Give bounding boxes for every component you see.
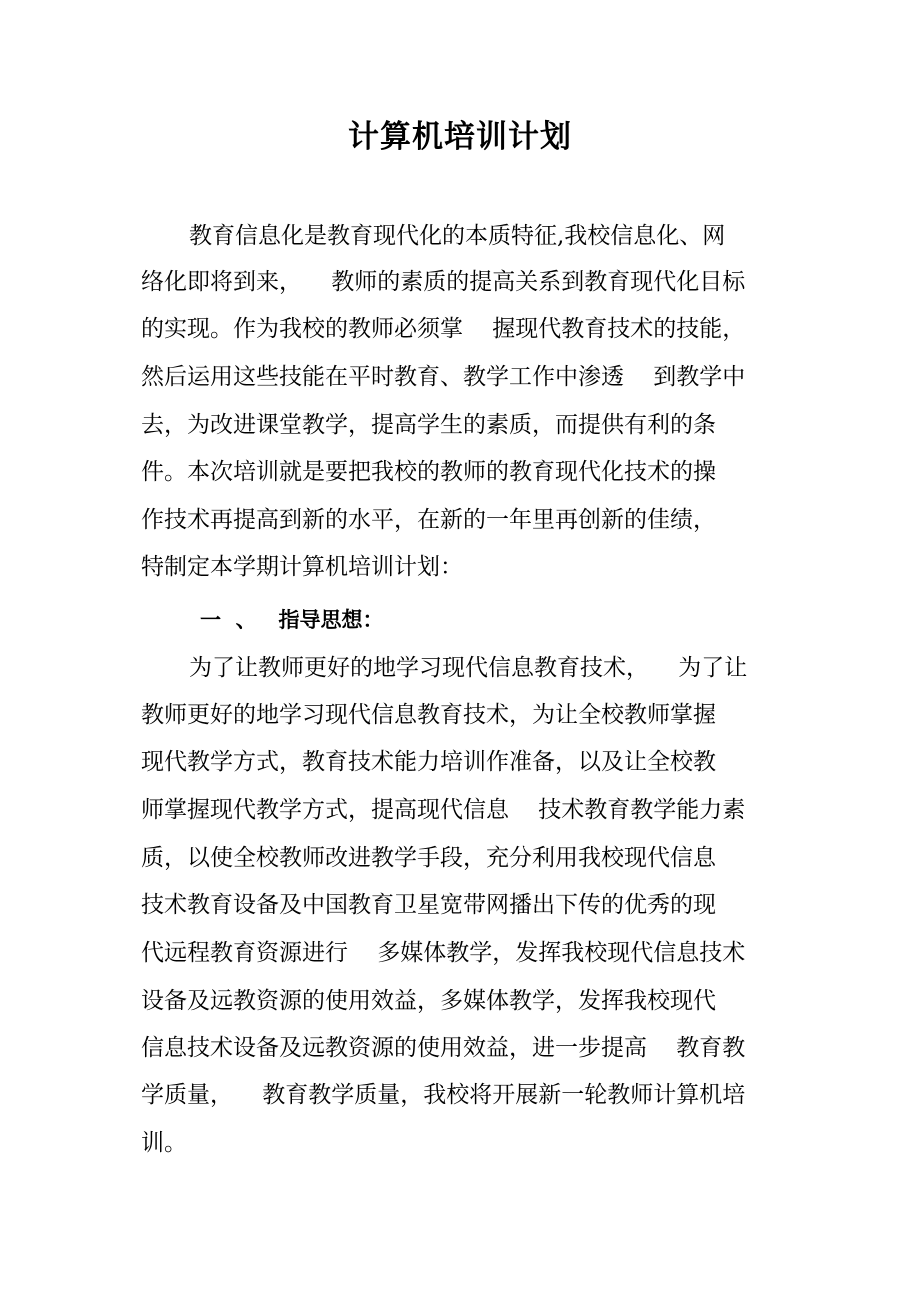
paragraph-1-line: 的实现。作为我校的教师必须掌 握现代教育技术的技能， <box>141 316 746 342</box>
paragraph-2-line: 技术教育设备及中国教育卫星宽带网播出下传的优秀的现 <box>141 892 716 918</box>
paragraph-2-line: 信息技术设备及远教资源的使用效益，进一步提高 教育教 <box>141 1035 746 1061</box>
paragraph-1-line: 教育信息化是教育现代化的本质特征,我校信息化、网 <box>189 223 726 249</box>
paragraph-2-line: 代远程教育资源进行 多媒体教学，发挥我校现代信息技术 <box>141 940 746 966</box>
paragraph-1-line: 件。本次培训就是要把我校的教师的教育现代化技术的操 <box>141 459 716 485</box>
paragraph-2-line: 师掌握现代教学方式，提高现代信息 技术教育教学能力素 <box>141 797 746 823</box>
paragraph-2-line: 训。 <box>141 1130 187 1156</box>
paragraph-2-line: 教师更好的地学习现代信息教育技术，为让全校教师掌握 <box>141 702 716 728</box>
section-heading-guiding-ideology: 一 、 指导思想： <box>200 607 384 632</box>
paragraph-2-line: 设备及远教资源的使用效益，多媒体教学，发挥我校现代 <box>141 988 716 1014</box>
paragraph-1-line: 作技术再提高到新的水平，在新的一年里再创新的佳绩， <box>141 507 716 533</box>
document-title: 计算机培训计划 <box>348 119 572 155</box>
paragraph-1-line: 络化即将到来， 教师的素质的提高关系到教育现代化目标 <box>141 269 746 295</box>
paragraph-2-line: 为了让教师更好的地学习现代信息教育技术， 为了让 <box>189 655 748 681</box>
paragraph-2-line: 质，以使全校教师改进教学手段，充分利用我校现代信息 <box>141 845 716 871</box>
paragraph-1-line: 去，为改进课堂教学，提高学生的素质，而提供有利的条 <box>141 412 716 438</box>
paragraph-1-line: 特制定本学期计算机培训计划： <box>141 554 463 580</box>
paragraph-2-line: 现代教学方式，教育技术能力培训作准备，以及让全校教 <box>141 749 716 775</box>
paragraph-2-line: 学质量， 教育教学质量，我校将开展新一轮教师计算机培 <box>141 1082 746 1108</box>
paragraph-1-line: 然后运用这些技能在平时教育、教学工作中渗透 到教学中 <box>141 364 746 390</box>
